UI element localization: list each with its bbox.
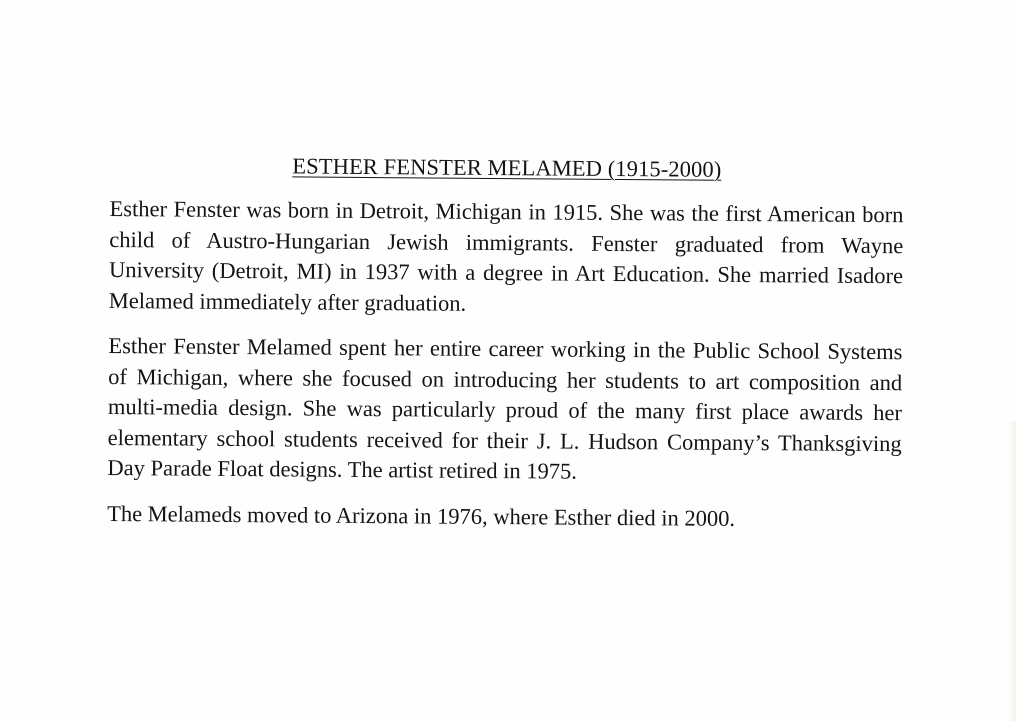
- scan-edge-shadow: [1008, 421, 1016, 721]
- paragraph-later-life: The Melameds moved to Arizona in 1976, where Esther died in 2000.: [107, 500, 736, 531]
- paragraph-career: Esther Fenster Melamed spent her entire career working in the Public School Systems of Michigan, where she focused on introducing her students to art composition and multi-media design. She was particularly proud of the many first place awards her elementary school students received for their J. L. Hudson Company’s Thanksgiving Day Parade Float designs. The artist retired in 1975.: [107, 332, 903, 484]
- paragraph-early-life: Esther Fenster was born in Detroit, Michigan in 1915. She was the first American born child of Austro-Hungarian Jewish immigrants. Fenster graduated from Wayne University (Detroit, MI) in 1937 with a degree in Art Education. She married Isadore Melamed immediately after graduation.: [108, 195, 904, 316]
- document-title: ESTHER FENSTER MELAMED (1915-2000): [292, 153, 722, 182]
- biography-text-block: [107, 148, 904, 550]
